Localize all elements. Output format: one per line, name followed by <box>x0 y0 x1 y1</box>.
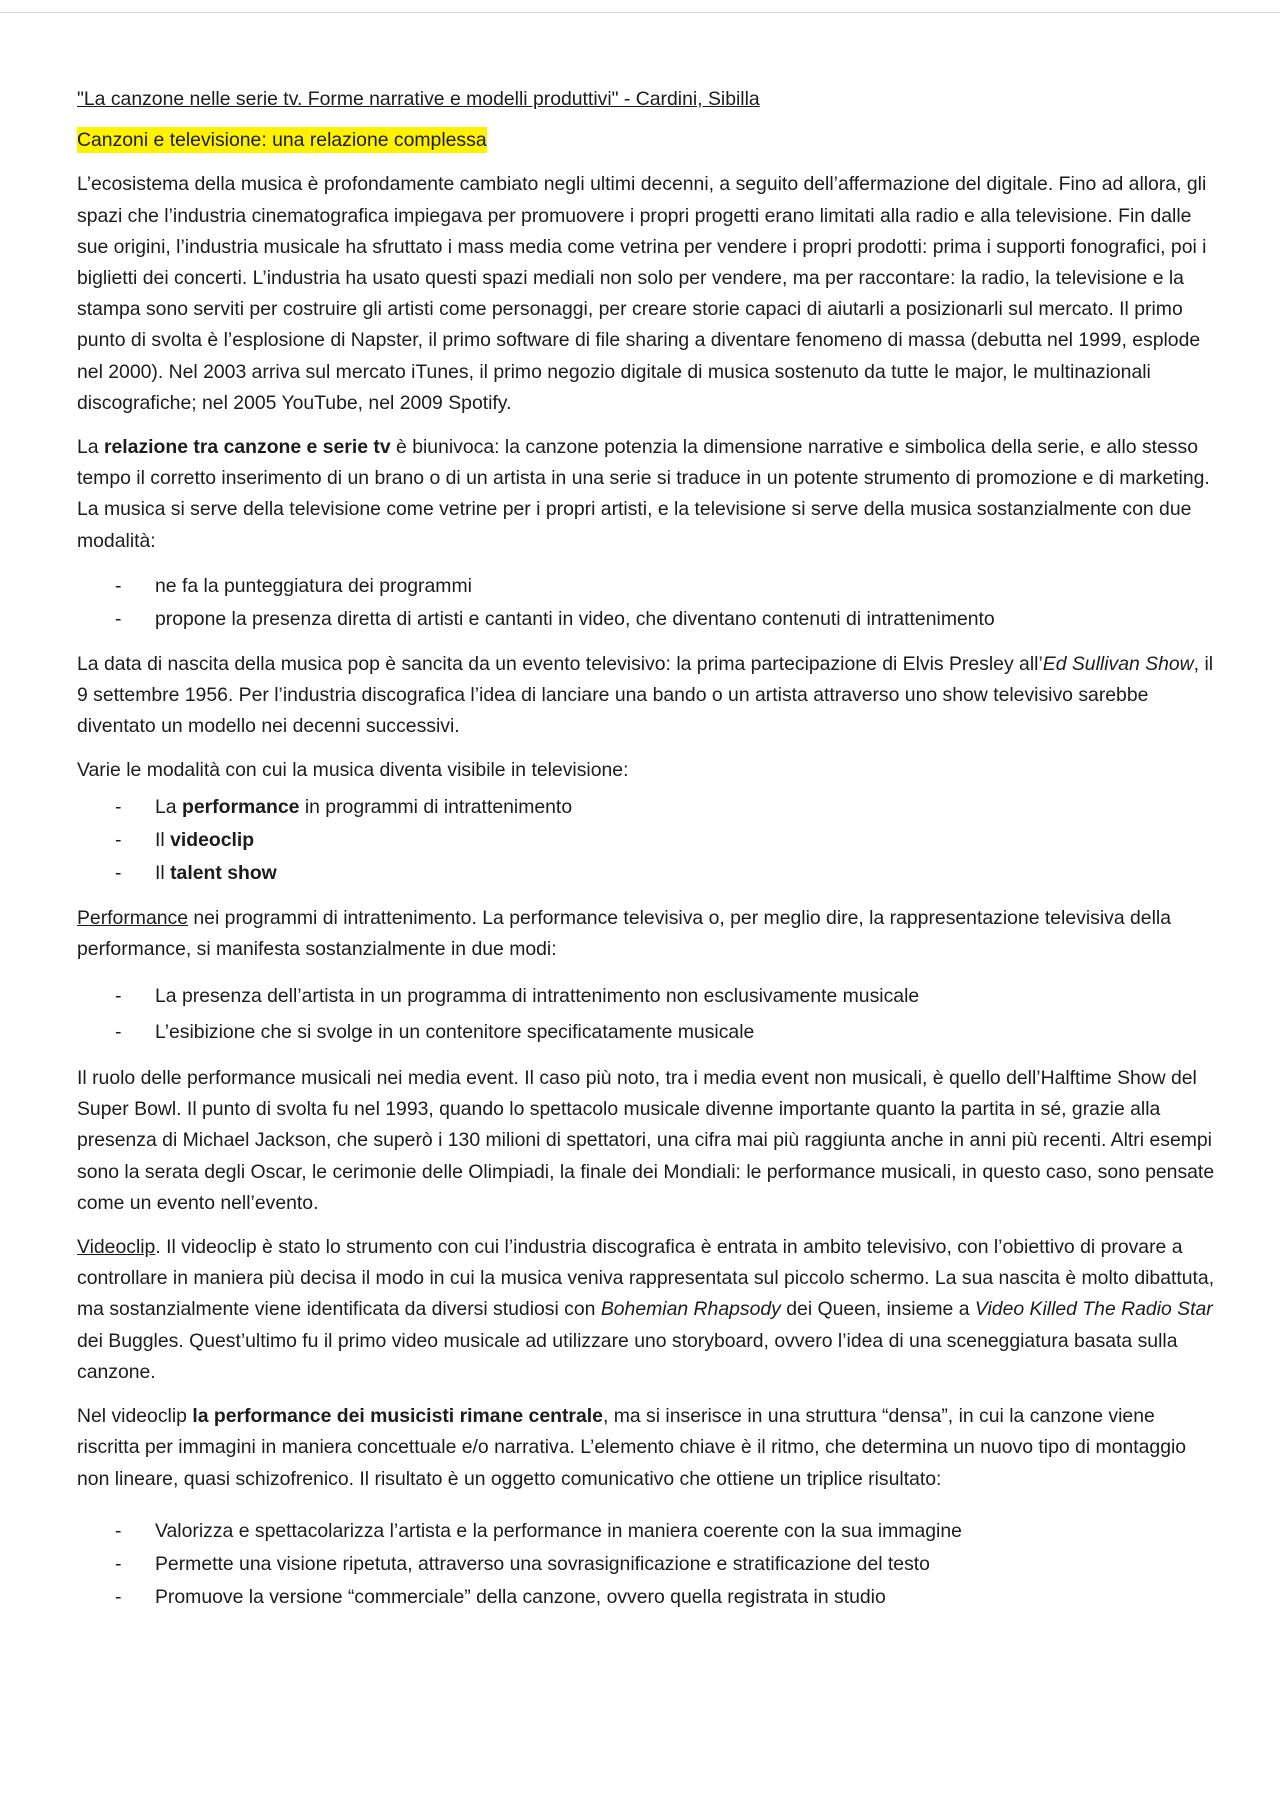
highlighted-heading-text: Canzoni e televisione: una relazione complessa <box>77 129 487 152</box>
list-visibility-modes <box>77 791 1217 890</box>
section-heading <box>77 125 1217 156</box>
italic-show-name: Ed Sullivan Show <box>1042 652 1194 675</box>
list-item: - Valorizza e spettacolarizza l’artista e la performance in maniera coerente con la sua immagine <box>77 1515 1217 1548</box>
paragraph-song-series-relation: La relazione tra canzone e serie tv è biunivoca: la canzone potenzia la dimensione narrative e simbolica della serie, e allo stesso tempo il corretto inserimento di un brano o di un artista in una serie si traduce in un potente strumento di promozione e di marketing. La musica si serve della televisione come vetrine per i propri artisti, e la televisione si serve della musica sostanzialmente con due modalità: <box>77 436 1210 552</box>
paragraph-videoclip-structure: Nel videoclip la performance dei musicisti rimane centrale, ma si inserisce in una struttura “densa”, in cui la canzone viene riscritta per immagini in maniera concettuale e/o narrativa. L’elemento chiave è il ritmo, che determina un nuovo tipo di montaggio non lineare, quasi schizofrenico. Il risultato è un oggetto comunicativo che ottiene un triplice risultato: <box>77 1405 1187 1490</box>
list-item: - ne fa la punteggiatura dei programmi <box>77 570 1217 603</box>
document-title: "La canzone nelle serie tv. Forme narrative e modelli produttivi" - Cardini, Sibilla <box>77 88 760 110</box>
underlined-term: Performance <box>77 906 189 929</box>
list-item: - L’esibizione che si svolge in un contenitore specificatamente musicale <box>77 1014 1217 1050</box>
paragraph-visibility-intro: Varie le modalità con cui la musica diventa visibile in televisione: <box>77 759 629 782</box>
list-videoclip-results <box>77 1515 1217 1614</box>
paragraph-media-events: Il ruolo delle performance musicali nei media event. Il caso più noto, tra i media event non musicali, è quello dell’Halftime Show del Super Bowl. Il punto di svolta fu nel 1993, quando lo spettacolo musicale divenne importante quanto la partita in sé, grazie alla presenza di Michael Jackson, che superò i 130 milioni di spettatori, una cifra mai più raggiunta anche in anni più recenti. Altri esempi sono la serata degli Oscar, le cerimonie delle Olimpiadi, la finale dei Mondiali: le performance musicali, in questo caso, sono pensate come un evento nell’evento. <box>77 1067 1215 1214</box>
bold-phrase: relazione tra canzone e serie tv <box>103 436 391 459</box>
paragraph-pop-birth: La data di nascita della musica pop è sancita da un evento televisivo: la prima partecipazione di Elvis Presley all’Ed Sullivan Show, il 9 settembre 1956. Per l’industria discografica l’idea di lanciare una bando o un artista attraverso uno show televisivo sarebbe diventato un modello nei decenni successivi. <box>77 652 1214 738</box>
list-item: - La presenza dell’artista in un programma di intrattenimento non esclusivamente musicale <box>77 978 1217 1014</box>
list-item: - Promuove la versione “commerciale” della canzone, ovvero quella registrata in studio <box>77 1581 1217 1614</box>
underlined-term: Videoclip <box>77 1236 156 1259</box>
list-item: - propone la presenza diretta di artisti e cantanti in video, che diventano contenuti di intrattenimento <box>77 603 1217 636</box>
list-item: - Il videoclip <box>77 824 1217 857</box>
page-top-edge <box>0 0 1280 13</box>
bold-phrase: la performance dei musicisti rimane centrale <box>192 1405 603 1428</box>
paragraph-performance: Performance nei programmi di intrattenimento. La performance televisiva o, per meglio dire, la rappresentazione televisiva della performance, si manifesta sostanzialmente in due modi: <box>77 906 1171 960</box>
italic-title: Video Killed The Radio Star <box>974 1298 1213 1321</box>
list-performance-modes <box>77 978 1217 1050</box>
paragraph-digital-ecosystem: L’ecosistema della musica è profondamente cambiato negli ultimi decenni, a seguito dell’affermazione del digitale. Fino ad allora, gli spazi che l’industria cinematografica impiegava per promuovere i propri progetti erano limitati alla radio e alla televisione. Fin dalle sue origini, l’industria musicale ha sfruttato i mass media come vetrina per vendere i propri prodotti: prima i supporti fonografici, poi i biglietti dei concerti. L’industria ha usato questi spazi mediali non solo per vendere, ma per raccontare: la radio, la televisione e la stampa sono serviti per costruire gli artisti come personaggi, per creare storie capaci di aiutarli a posizionarli sul mercato. Il primo punto di svolta è l’esplosione di Napster, il primo software di file sharing a diventare fenomeno di massa (debutta nel 1999, esplode nel 2000). Nel 2003 arriva sul mercato iTunes, il primo negozio digitale di musica sostenuto da tutte le major, le multinazionali discografiche; nel 2005 YouTube, nel 2009 Spotify. <box>77 173 1207 414</box>
italic-title: Bohemian Rhapsody <box>600 1298 781 1321</box>
list-tv-music-modes <box>77 570 1217 636</box>
document-page <box>77 84 1217 1627</box>
list-item: - La performance in programmi di intrattenimento <box>77 791 1217 824</box>
paragraph-videoclip: Videoclip. Il videoclip è stato lo strumento con cui l’industria discografica è entrata in ambito televisivo, con l’obiettivo di provare a controllare in maniera più decisa il modo in cui la musica veniva rappresentata sul piccolo schermo. La sua nascita è molto dibattuta, ma sostanzialmente viene identificata da diversi studiosi con Bohemian Rhapsody dei Queen, insieme a Video Killed The Radio Star dei Buggles. Quest’ultimo fu il primo video musicale ad utilizzare uno storyboard, ovvero l’idea di una sceneggiatura basata sulla canzone. <box>77 1236 1215 1383</box>
list-item: - Il talent show <box>77 857 1217 890</box>
list-item: - Permette una visione ripetuta, attraverso una sovrasignificazione e stratificazione del testo <box>77 1548 1217 1581</box>
